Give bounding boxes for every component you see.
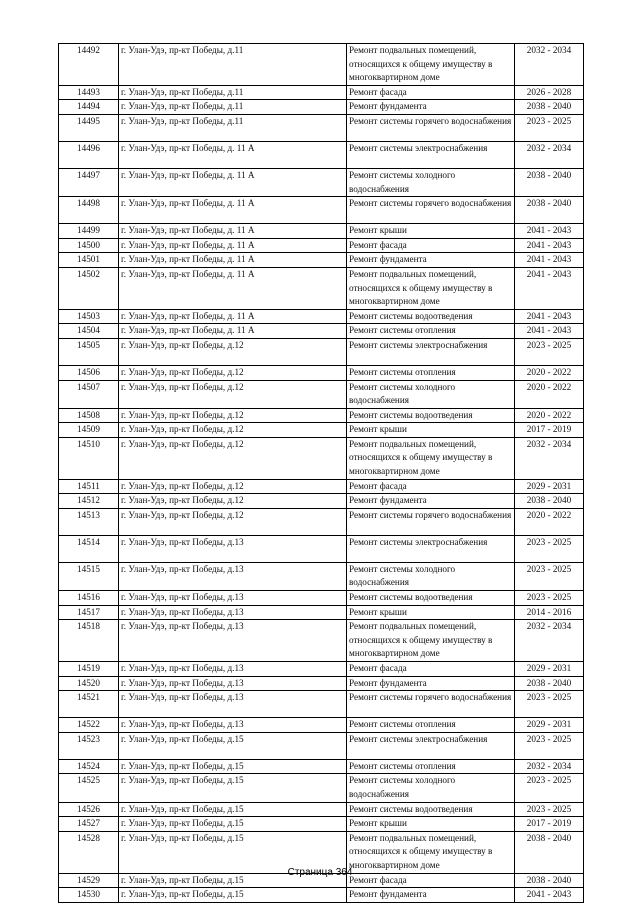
row-number: 14509 xyxy=(59,423,119,438)
row-number: 14507 xyxy=(59,380,119,408)
row-work-type: Ремонт системы отопления xyxy=(347,718,515,733)
row-period: 2029 - 2031 xyxy=(515,662,584,677)
row-address: г. Улан-Удэ, пр-кт Победы, д. 11 А xyxy=(119,267,347,309)
row-work-type: Ремонт системы водоотведения xyxy=(347,408,515,423)
page-number: Страница 364 xyxy=(287,867,353,878)
row-period: 2017 - 2019 xyxy=(515,817,584,832)
row-work-type: Ремонт системы электроснабжения xyxy=(347,535,515,562)
row-period: 2032 - 2034 xyxy=(515,759,584,774)
table-row xyxy=(59,494,584,509)
table-row xyxy=(59,267,584,309)
row-period: 2041 - 2043 xyxy=(515,888,584,903)
table-row xyxy=(59,718,584,733)
row-address: г. Улан-Удэ, пр-кт Победы, д.12 xyxy=(119,479,347,494)
row-work-type: Ремонт системы холодного водоснабжения xyxy=(347,774,515,802)
repair-schedule-table xyxy=(58,43,584,903)
row-number: 14513 xyxy=(59,508,119,535)
row-address: г. Улан-Удэ, пр-кт Победы, д.15 xyxy=(119,732,347,759)
row-address: г. Улан-Удэ, пр-кт Победы, д. 11 А xyxy=(119,253,347,268)
row-work-type: Ремонт фундамента xyxy=(347,100,515,115)
row-period: 2023 - 2025 xyxy=(515,562,584,590)
table-row xyxy=(59,100,584,115)
row-period: 2032 - 2034 xyxy=(515,44,584,86)
row-number: 14494 xyxy=(59,100,119,115)
table-row xyxy=(59,562,584,590)
row-number: 14524 xyxy=(59,759,119,774)
table-row xyxy=(59,197,584,224)
table-row xyxy=(59,408,584,423)
row-number: 14495 xyxy=(59,114,119,141)
row-number: 14502 xyxy=(59,267,119,309)
row-period: 2038 - 2040 xyxy=(515,100,584,115)
row-address: г. Улан-Удэ, пр-кт Победы, д.12 xyxy=(119,494,347,509)
row-period: 2038 - 2040 xyxy=(515,831,584,873)
row-address: г. Улан-Удэ, пр-кт Победы, д.15 xyxy=(119,802,347,817)
row-number: 14525 xyxy=(59,774,119,802)
row-period: 2026 - 2028 xyxy=(515,85,584,100)
row-number: 14512 xyxy=(59,494,119,509)
row-period: 2032 - 2034 xyxy=(515,620,584,662)
row-address: г. Улан-Удэ, пр-кт Победы, д.11 xyxy=(119,114,347,141)
row-address: г. Улан-Удэ, пр-кт Победы, д.15 xyxy=(119,873,347,888)
row-address: г. Улан-Удэ, пр-кт Победы, д.13 xyxy=(119,591,347,606)
row-number: 14514 xyxy=(59,535,119,562)
row-work-type: Ремонт фундамента xyxy=(347,253,515,268)
row-address: г. Улан-Удэ, пр-кт Победы, д.13 xyxy=(119,676,347,691)
table-row xyxy=(59,479,584,494)
row-number: 14518 xyxy=(59,620,119,662)
row-period: 2023 - 2025 xyxy=(515,535,584,562)
row-number: 14498 xyxy=(59,197,119,224)
row-address: г. Улан-Удэ, пр-кт Победы, д.12 xyxy=(119,380,347,408)
table-row xyxy=(59,423,584,438)
row-work-type: Ремонт системы холодного водоснабжения xyxy=(347,562,515,590)
row-work-type: Ремонт системы электроснабжения xyxy=(347,732,515,759)
row-work-type: Ремонт фасада xyxy=(347,85,515,100)
table-row xyxy=(59,888,584,903)
table-row xyxy=(59,591,584,606)
row-period: 2032 - 2034 xyxy=(515,437,584,479)
row-number: 14500 xyxy=(59,238,119,253)
row-number: 14526 xyxy=(59,802,119,817)
row-period: 2023 - 2025 xyxy=(515,114,584,141)
row-period: 2020 - 2022 xyxy=(515,380,584,408)
row-address: г. Улан-Удэ, пр-кт Победы, д.15 xyxy=(119,817,347,832)
table-row xyxy=(59,732,584,759)
row-number: 14528 xyxy=(59,831,119,873)
table-body xyxy=(59,44,584,903)
row-address: г. Улан-Удэ, пр-кт Победы, д.13 xyxy=(119,662,347,677)
row-period: 2041 - 2043 xyxy=(515,238,584,253)
row-address: г. Улан-Удэ, пр-кт Победы, д. 11 А xyxy=(119,324,347,339)
row-period: 2041 - 2043 xyxy=(515,253,584,268)
row-period: 2029 - 2031 xyxy=(515,718,584,733)
row-period: 2020 - 2022 xyxy=(515,408,584,423)
row-period: 2041 - 2043 xyxy=(515,309,584,324)
row-period: 2023 - 2025 xyxy=(515,338,584,365)
row-period: 2038 - 2040 xyxy=(515,197,584,224)
row-number: 14523 xyxy=(59,732,119,759)
row-number: 14492 xyxy=(59,44,119,86)
table-row xyxy=(59,238,584,253)
table-row xyxy=(59,141,584,168)
row-work-type: Ремонт системы холодного водоснабжения xyxy=(347,380,515,408)
row-work-type: Ремонт крыши xyxy=(347,224,515,239)
row-address: г. Улан-Удэ, пр-кт Победы, д.12 xyxy=(119,365,347,380)
row-address: г. Улан-Удэ, пр-кт Победы, д.13 xyxy=(119,691,347,718)
table-row xyxy=(59,508,584,535)
row-number: 14520 xyxy=(59,676,119,691)
row-work-type: Ремонт фасада xyxy=(347,238,515,253)
row-work-type: Ремонт подвальных помещений, относящихся к общему имуществу в многоквартирном доме xyxy=(347,44,515,86)
row-work-type: Ремонт крыши xyxy=(347,817,515,832)
row-work-type: Ремонт фасада xyxy=(347,873,515,888)
row-work-type: Ремонт фундамента xyxy=(347,676,515,691)
row-number: 14511 xyxy=(59,479,119,494)
row-work-type: Ремонт системы водоотведения xyxy=(347,591,515,606)
row-address: г. Улан-Удэ, пр-кт Победы, д. 11 А xyxy=(119,309,347,324)
row-work-type: Ремонт фасада xyxy=(347,662,515,677)
row-work-type: Ремонт системы горячего водоснабжения xyxy=(347,114,515,141)
row-address: г. Улан-Удэ, пр-кт Победы, д.12 xyxy=(119,437,347,479)
table-row xyxy=(59,309,584,324)
row-address: г. Улан-Удэ, пр-кт Победы, д.15 xyxy=(119,759,347,774)
row-period: 2020 - 2022 xyxy=(515,508,584,535)
table-row xyxy=(59,817,584,832)
row-address: г. Улан-Удэ, пр-кт Победы, д.12 xyxy=(119,508,347,535)
row-address: г. Улан-Удэ, пр-кт Победы, д.13 xyxy=(119,535,347,562)
table-row xyxy=(59,168,584,196)
row-work-type: Ремонт фундамента xyxy=(347,888,515,903)
row-work-type: Ремонт системы горячего водоснабжения xyxy=(347,691,515,718)
row-period: 2038 - 2040 xyxy=(515,168,584,196)
row-number: 14505 xyxy=(59,338,119,365)
row-address: г. Улан-Удэ, пр-кт Победы, д.13 xyxy=(119,718,347,733)
row-number: 14519 xyxy=(59,662,119,677)
table-row xyxy=(59,759,584,774)
row-address: г. Улан-Удэ, пр-кт Победы, д. 11 А xyxy=(119,168,347,196)
row-work-type: Ремонт подвальных помещений, относящихся к общему имуществу в многоквартирном доме xyxy=(347,267,515,309)
row-period: 2023 - 2025 xyxy=(515,691,584,718)
row-period: 2029 - 2031 xyxy=(515,479,584,494)
table-row xyxy=(59,324,584,339)
row-work-type: Ремонт системы электроснабжения xyxy=(347,141,515,168)
table-row xyxy=(59,85,584,100)
row-number: 14503 xyxy=(59,309,119,324)
row-work-type: Ремонт системы водоотведения xyxy=(347,802,515,817)
row-number: 14506 xyxy=(59,365,119,380)
table-row xyxy=(59,114,584,141)
row-number: 14496 xyxy=(59,141,119,168)
row-period: 2014 - 2016 xyxy=(515,605,584,620)
table-row xyxy=(59,620,584,662)
row-address: г. Улан-Удэ, пр-кт Победы, д.15 xyxy=(119,831,347,873)
row-period: 2041 - 2043 xyxy=(515,224,584,239)
row-period: 2020 - 2022 xyxy=(515,365,584,380)
table-row xyxy=(59,774,584,802)
row-period: 2023 - 2025 xyxy=(515,732,584,759)
table-row xyxy=(59,365,584,380)
row-number: 14508 xyxy=(59,408,119,423)
row-work-type: Ремонт системы отопления xyxy=(347,365,515,380)
row-work-type: Ремонт системы отопления xyxy=(347,324,515,339)
table-row xyxy=(59,437,584,479)
row-address: г. Улан-Удэ, пр-кт Победы, д.13 xyxy=(119,605,347,620)
row-work-type: Ремонт системы электроснабжения xyxy=(347,338,515,365)
row-address: г. Улан-Удэ, пр-кт Победы, д.12 xyxy=(119,408,347,423)
row-number: 14501 xyxy=(59,253,119,268)
table-row xyxy=(59,253,584,268)
row-number: 14510 xyxy=(59,437,119,479)
table-row xyxy=(59,535,584,562)
table-row xyxy=(59,662,584,677)
row-address: г. Улан-Удэ, пр-кт Победы, д.12 xyxy=(119,423,347,438)
row-number: 14516 xyxy=(59,591,119,606)
row-work-type: Ремонт системы холодного водоснабжения xyxy=(347,168,515,196)
row-work-type: Ремонт системы водоотведения xyxy=(347,309,515,324)
row-number: 14522 xyxy=(59,718,119,733)
row-number: 14515 xyxy=(59,562,119,590)
row-number: 14499 xyxy=(59,224,119,239)
row-period: 2023 - 2025 xyxy=(515,774,584,802)
row-address: г. Улан-Удэ, пр-кт Победы, д. 11 А xyxy=(119,141,347,168)
table-row xyxy=(59,676,584,691)
row-period: 2038 - 2040 xyxy=(515,494,584,509)
row-address: г. Улан-Удэ, пр-кт Победы, д.13 xyxy=(119,562,347,590)
row-work-type: Ремонт системы горячего водоснабжения xyxy=(347,508,515,535)
row-work-type: Ремонт фасада xyxy=(347,479,515,494)
row-address: г. Улан-Удэ, пр-кт Победы, д.15 xyxy=(119,888,347,903)
row-number: 14493 xyxy=(59,85,119,100)
row-number: 14517 xyxy=(59,605,119,620)
row-period: 2041 - 2043 xyxy=(515,324,584,339)
row-work-type: Ремонт фундамента xyxy=(347,494,515,509)
row-period: 2023 - 2025 xyxy=(515,802,584,817)
row-number: 14504 xyxy=(59,324,119,339)
table-row xyxy=(59,338,584,365)
row-address: г. Улан-Удэ, пр-кт Победы, д.15 xyxy=(119,774,347,802)
table-row xyxy=(59,44,584,86)
row-number: 14530 xyxy=(59,888,119,903)
table-row xyxy=(59,224,584,239)
row-period: 2032 - 2034 xyxy=(515,141,584,168)
row-number: 14527 xyxy=(59,817,119,832)
row-work-type: Ремонт подвальных помещений, относящихся к общему имуществу в многоквартирном доме xyxy=(347,831,515,873)
row-address: г. Улан-Удэ, пр-кт Победы, д.11 xyxy=(119,44,347,86)
table-row xyxy=(59,605,584,620)
row-period: 2017 - 2019 xyxy=(515,423,584,438)
row-work-type: Ремонт системы отопления xyxy=(347,759,515,774)
row-address: г. Улан-Удэ, пр-кт Победы, д.11 xyxy=(119,85,347,100)
row-work-type: Ремонт подвальных помещений, относящихся к общему имуществу в многоквартирном доме xyxy=(347,620,515,662)
table-row xyxy=(59,380,584,408)
row-work-type: Ремонт крыши xyxy=(347,423,515,438)
row-number: 14521 xyxy=(59,691,119,718)
row-number: 14497 xyxy=(59,168,119,196)
row-work-type: Ремонт системы горячего водоснабжения xyxy=(347,197,515,224)
row-address: г. Улан-Удэ, пр-кт Победы, д.12 xyxy=(119,338,347,365)
row-work-type: Ремонт подвальных помещений, относящихся к общему имуществу в многоквартирном доме xyxy=(347,437,515,479)
row-period: 2038 - 2040 xyxy=(515,873,584,888)
row-address: г. Улан-Удэ, пр-кт Победы, д. 11 А xyxy=(119,238,347,253)
table-row xyxy=(59,691,584,718)
row-number: 14529 xyxy=(59,873,119,888)
row-work-type: Ремонт крыши xyxy=(347,605,515,620)
row-period: 2023 - 2025 xyxy=(515,591,584,606)
row-address: г. Улан-Удэ, пр-кт Победы, д. 11 А xyxy=(119,224,347,239)
row-address: г. Улан-Удэ, пр-кт Победы, д.13 xyxy=(119,620,347,662)
row-address: г. Улан-Удэ, пр-кт Победы, д. 11 А xyxy=(119,197,347,224)
table-row xyxy=(59,802,584,817)
row-address: г. Улан-Удэ, пр-кт Победы, д.11 xyxy=(119,100,347,115)
row-period: 2041 - 2043 xyxy=(515,267,584,309)
row-period: 2038 - 2040 xyxy=(515,676,584,691)
